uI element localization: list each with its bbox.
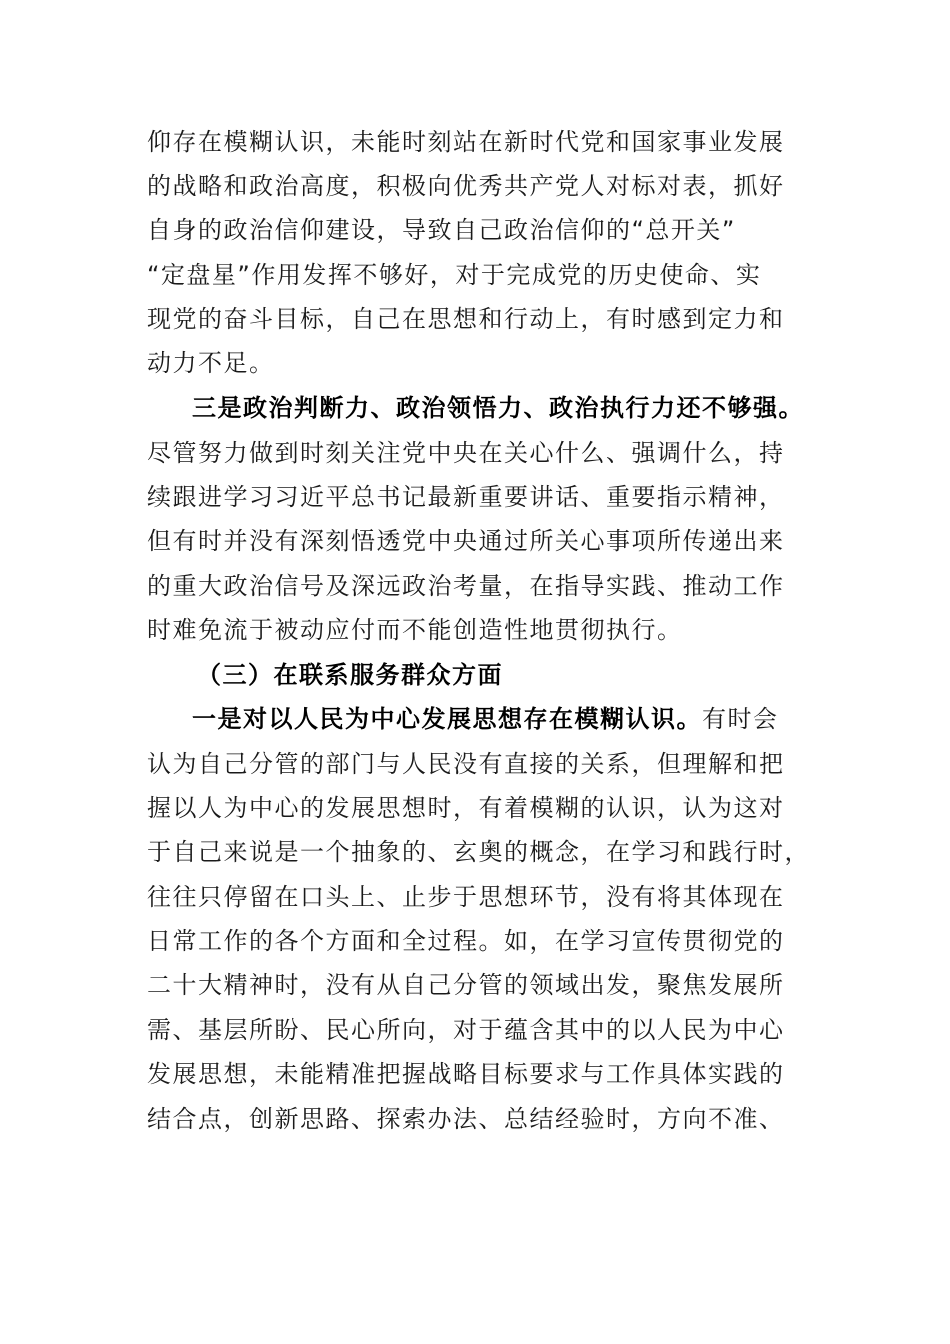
body-text-line: 动力不足。 [147, 349, 275, 377]
body-text-line: 的战略和政治高度，积极向优秀共产党人对标对表，抓好 [147, 172, 785, 200]
body-text-line: 日常工作的各个方面和全过程。如，在学习宣传贯彻党的 [147, 927, 785, 955]
body-text-line: 的重大政治信号及深远政治考量，在指导实践、推动工作 [147, 572, 785, 600]
body-text-line: 时难免流于被动应付而不能创造性地贯彻执行。 [147, 616, 683, 644]
body-text-line: 二十大精神时，没有从自己分管的领域出发，聚焦发展所 [147, 971, 785, 999]
paragraph-heading: 三是政治判断力、政治领悟力、政治执行力还不够强。 [192, 394, 804, 422]
body-text-line: 认为自己分管的部门与人民没有直接的关系，但理解和把 [147, 750, 785, 778]
paragraph-lead-text: 有时会 [702, 705, 779, 733]
body-text-line: 于自己来说是一个抽象的、玄奥的概念，在学习和践行时， [147, 838, 810, 866]
body-text-line: 发展思想，未能精准把握战略目标要求与工作具体实践的 [147, 1060, 785, 1088]
body-text-line: 现党的奋斗目标，自己在思想和行动上，有时感到定力和 [147, 305, 785, 333]
body-text-line: 但有时并没有深刻悟透党中央通过所关心事项所传递出来 [147, 527, 785, 555]
body-text-line: “定盘星”作用发挥不够好，对于完成党的历史使命、实 [147, 261, 762, 289]
section-heading: （三）在联系服务群众方面 [197, 661, 503, 689]
body-text-line: 尽管努力做到时刻关注党中央在关心什么、强调什么，持 [147, 439, 785, 467]
body-text-line: 需、基层所盼、民心所向，对于蕴含其中的以人民为中心 [147, 1016, 785, 1044]
body-text-line: 续跟进学习习近平总书记最新重要讲话、重要指示精神， [147, 483, 785, 511]
paragraph-first-line [192, 697, 779, 741]
body-text-line: 握以人为中心的发展思想时，有着模糊的认识，认为这对 [147, 794, 785, 822]
body-text-line: 结合点，创新思路、探索办法、总结经验时，方向不准、 [147, 1105, 785, 1133]
paragraph-heading: 一是对以人民为中心发展思想存在模糊认识。 [192, 705, 702, 733]
body-text-line: 往往只停留在口头上、止步于思想环节，没有将其体现在 [147, 883, 785, 911]
body-text-line: 仰存在模糊认识，未能时刻站在新时代党和国家事业发展 [147, 128, 785, 156]
body-text-line: 自身的政治信仰建设，导致自己政治信仰的“总开关” [147, 216, 736, 244]
